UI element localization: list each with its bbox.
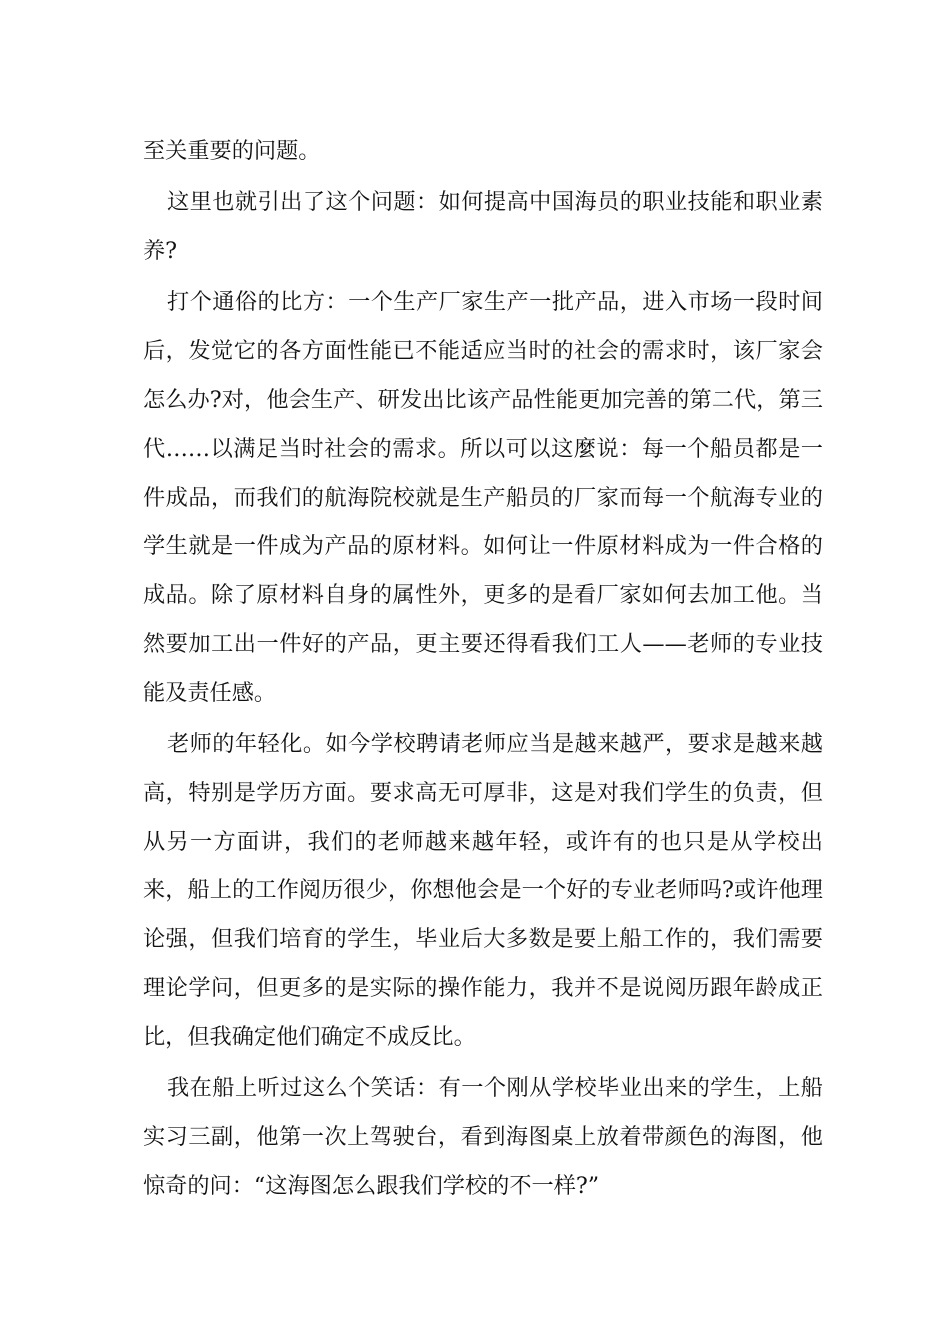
paragraph-question: 这里也就引出了这个问题：如何提高中国海员的职业技能和职业素养?: [143, 189, 823, 265]
paragraph-anecdote: 我在船上听过这么个笑话：有一个刚从学校毕业出来的学生，上船实习三副，他第一次上驾驶台，看到海图桌上放着带颜色的海图，他惊奇的问：“这海图怎么跟我们学校的不一样?”: [143, 1075, 823, 1199]
paragraph-analogy: 打个通俗的比方：一个生产厂家生产一批产品，进入市场一段时间后，发觉它的各方面性能已不能适应当时的社会的需求时，该厂家会怎么办?对，他会生产、研发出比该产品性能更加完善的第二代，第三代……以满足当时社会的需求。所以可以这麼说：每一个船员都是一件成品，而我们的航海院校就是生产船员的厂家而每一个航海专业的学生就是一件成为产品的原材料。如何让一件原材料成为一件合格的成品。除了原材料自身的属性外，更多的是看厂家如何去加工他。当然要加工出一件好的产品，更主要还得看我们工人——老师的专业技能及责任感。: [143, 289, 823, 706]
paragraph-young-teachers: 老师的年轻化。如今学校聘请老师应当是越来越严，要求是越来越高，特别是学历方面。要求高无可厚非，这是对我们学生的负责，但从另一方面讲，我们的老师越来越年轻，或许有的也只是从学校出来，船上的工作阅历很少，你想他会是一个好的专业老师吗?或许他理论强，但我们培育的学生，毕业后大多数是要上船工作的，我们需要理论学问，但更多的是实际的操作能力，我并不是说阅历跟年龄成正比，但我确定他们确定不成反比。: [143, 731, 823, 1050]
paragraph-continuation: 至关重要的问题。: [143, 138, 321, 164]
document-body: [143, 127, 823, 1213]
